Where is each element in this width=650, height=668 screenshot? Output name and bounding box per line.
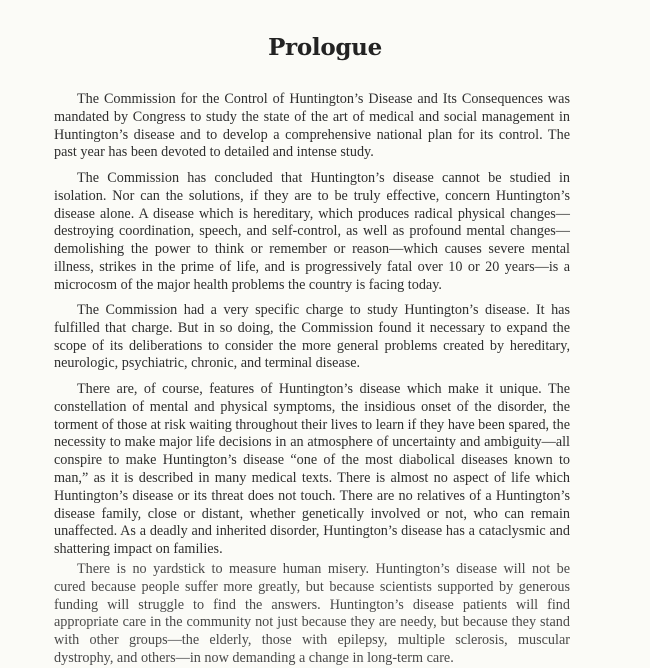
- page-title: Prologue: [268, 34, 382, 61]
- paragraph-1: The Commission for the Control of Huntington’s Disease and Its Consequences was mandated by Congress to study the state of the art of medical and social management in Huntington’s disease and to develop a comprehensive national plan for its control. The past year has been devoted to detailed and intense study.: [54, 91, 570, 161]
- paragraph-3: The Commission had a very specific charge to study Huntington’s disease. It has fulfilled that charge. But in so doing, the Commission found it necessary to expand the scope of its deliberations to consider the more general problems created by hereditary, neurologic, psychiatric, chronic, and terminal disease.: [54, 302, 570, 372]
- paragraph-5: There is no yardstick to measure human misery. Huntington’s disease will not be cured because people suffer more greatly, but because scientists supported by generous funding will struggle to find the answers. Huntington’s disease patients will find appropriate care in the community not just because they are needy, but because they stand with other groups—the elderly, those with epilepsy, multiple sclerosis, muscular dystrophy, and others—in now demanding a change in long-term care.: [54, 561, 570, 666]
- paragraph-2: The Commission has concluded that Huntington’s disease cannot be studied in isolation. Nor can the solutions, if they are to be truly effective, concern Huntington’s disease alone. A disease which is hereditary, which produces radical physical changes—destroying coordination, speech, and self-control, as well as profound mental changes—demolishing the power to think or remember or reason—which causes severe mental illness, strikes in the prime of life, and is progressively fatal over 10 or 20 years—is a microcosm of the major health problems the country is facing today.: [54, 170, 570, 293]
- paragraph-4: There are, of course, features of Huntington’s disease which make it unique. The constellation of mental and physical symptoms, the insidious onset of the disorder, the torment of those at risk waiting throughout their lives to learn if they have been spared, the necessity to make major life decisions in an atmosphere of uncertainty and ambiguity—all conspire to make Huntington’s disease “one of the most diabolical diseases known to man,” as it is described in many medical texts. There is almost no aspect of life which Huntington’s disease or its threat does not touch. There are no relatives of a Huntington’s disease family, close or distant, whether genetically involved or not, who can remain unaffected. As a deadly and inherited disorder, Huntington’s disease has a cataclysmic and shattering impact on families.: [54, 381, 570, 558]
